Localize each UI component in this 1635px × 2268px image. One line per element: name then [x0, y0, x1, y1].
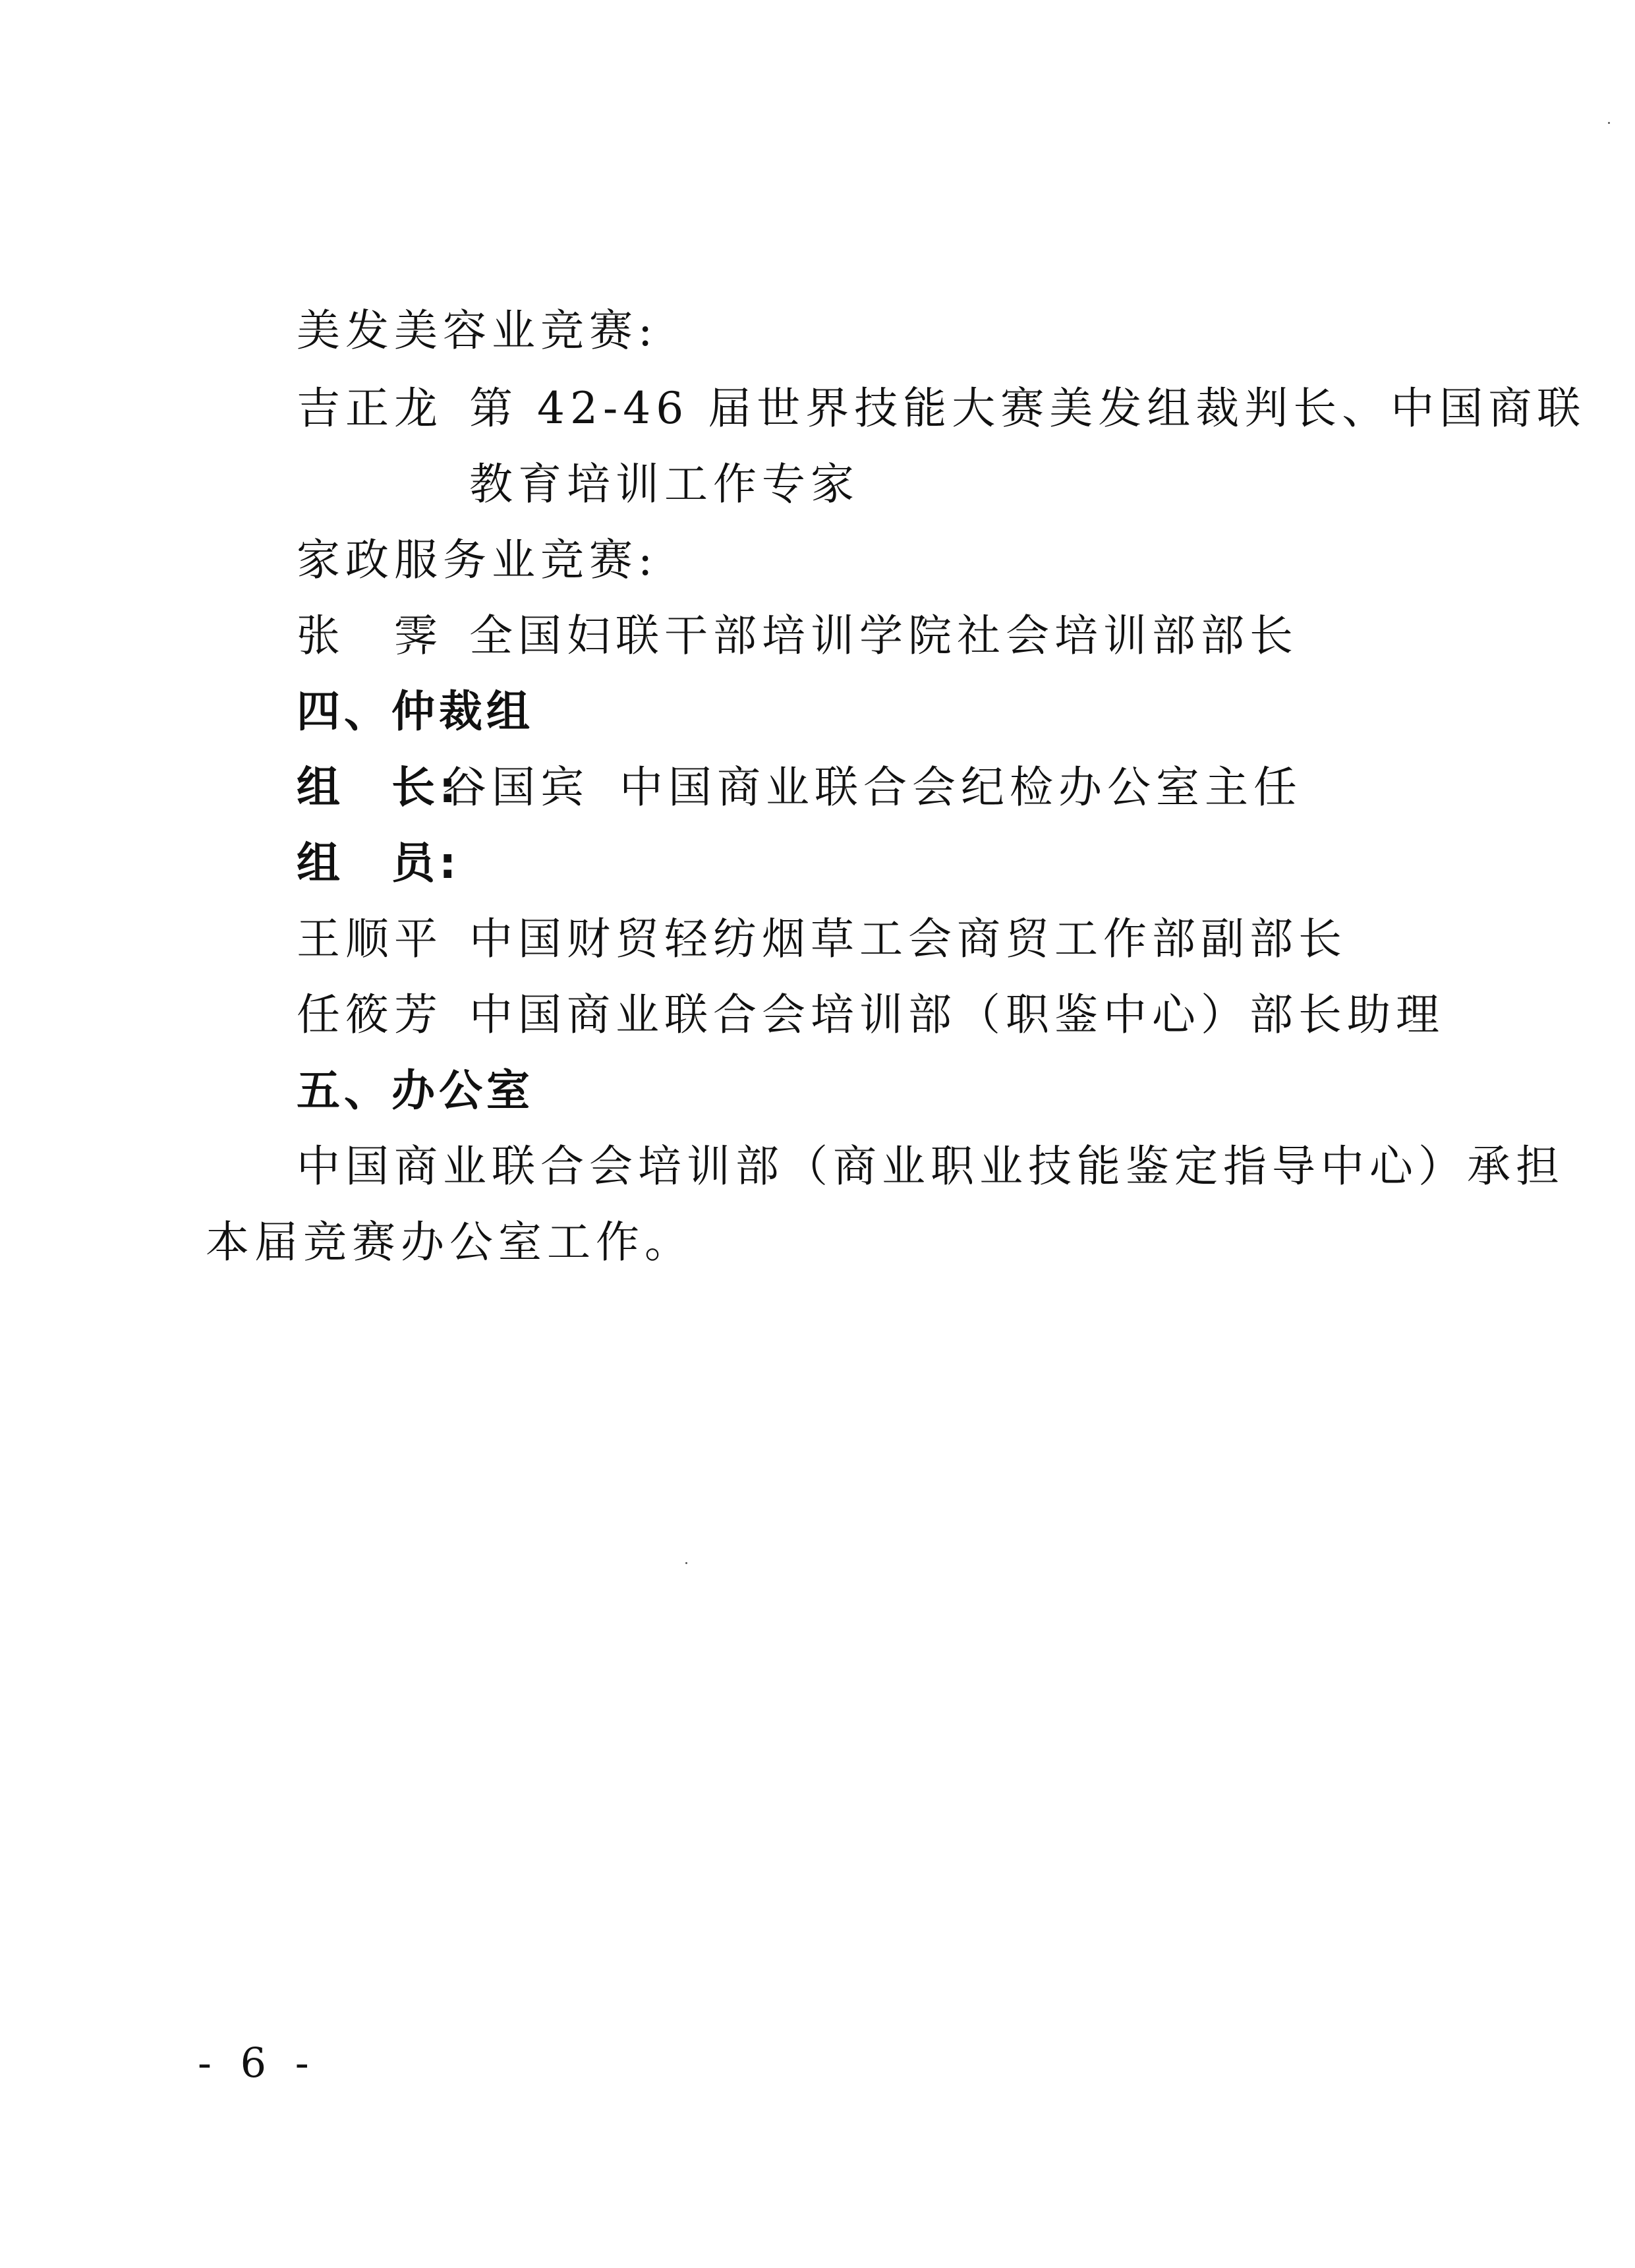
leader-title: 中国商业联合会纪检办公室主任	[619, 762, 1302, 813]
arbitration-leader-line	[297, 761, 1302, 814]
member-name: 任筱芳	[297, 989, 443, 1040]
arbitration-member-row	[297, 913, 1347, 966]
scan-speck	[685, 1562, 687, 1564]
hairdressing-heading: 美发美容业竞赛:	[297, 305, 658, 356]
member-title: 全国妇联干部培训学院社会培训部部长	[469, 610, 1298, 661]
page-number: - 6 -	[198, 2039, 317, 2087]
member-name: 张 霁	[297, 610, 443, 661]
scan-speck	[1608, 122, 1610, 124]
arbitration-heading: 四、仲裁组	[297, 686, 534, 737]
housekeeping-heading: 家政服务业竞赛:	[297, 535, 658, 585]
member-title: 第 42-46 届世界技能大赛美发组裁判长、中国商联	[469, 383, 1586, 434]
member-name: 王顺平	[297, 914, 443, 964]
housekeeping-member-line	[297, 610, 1298, 662]
office-heading: 五、办公室	[297, 1065, 534, 1116]
arbitration-members-label: 组 员:	[297, 838, 461, 888]
member-name: 吉正龙	[297, 383, 443, 434]
office-text-line2: 本届竞赛办公室工作。	[206, 1217, 693, 1267]
office-text-line1: 中国商业联合会培训部（商业职业技能鉴定指导中心）承担	[297, 1141, 1564, 1192]
arbitration-member-row	[297, 989, 1445, 1041]
member-title: 中国财贸轻纺烟草工会商贸工作部副部长	[469, 914, 1347, 964]
leader-label: 组 长:	[297, 762, 461, 813]
leader-name: 谷国宾	[443, 762, 589, 813]
hairdressing-member-line1	[297, 382, 1586, 435]
member-title: 中国商业联合会培训部（职鉴中心）部长助理	[469, 989, 1445, 1040]
hairdressing-member-line2: 教育培训工作专家	[469, 459, 859, 509]
